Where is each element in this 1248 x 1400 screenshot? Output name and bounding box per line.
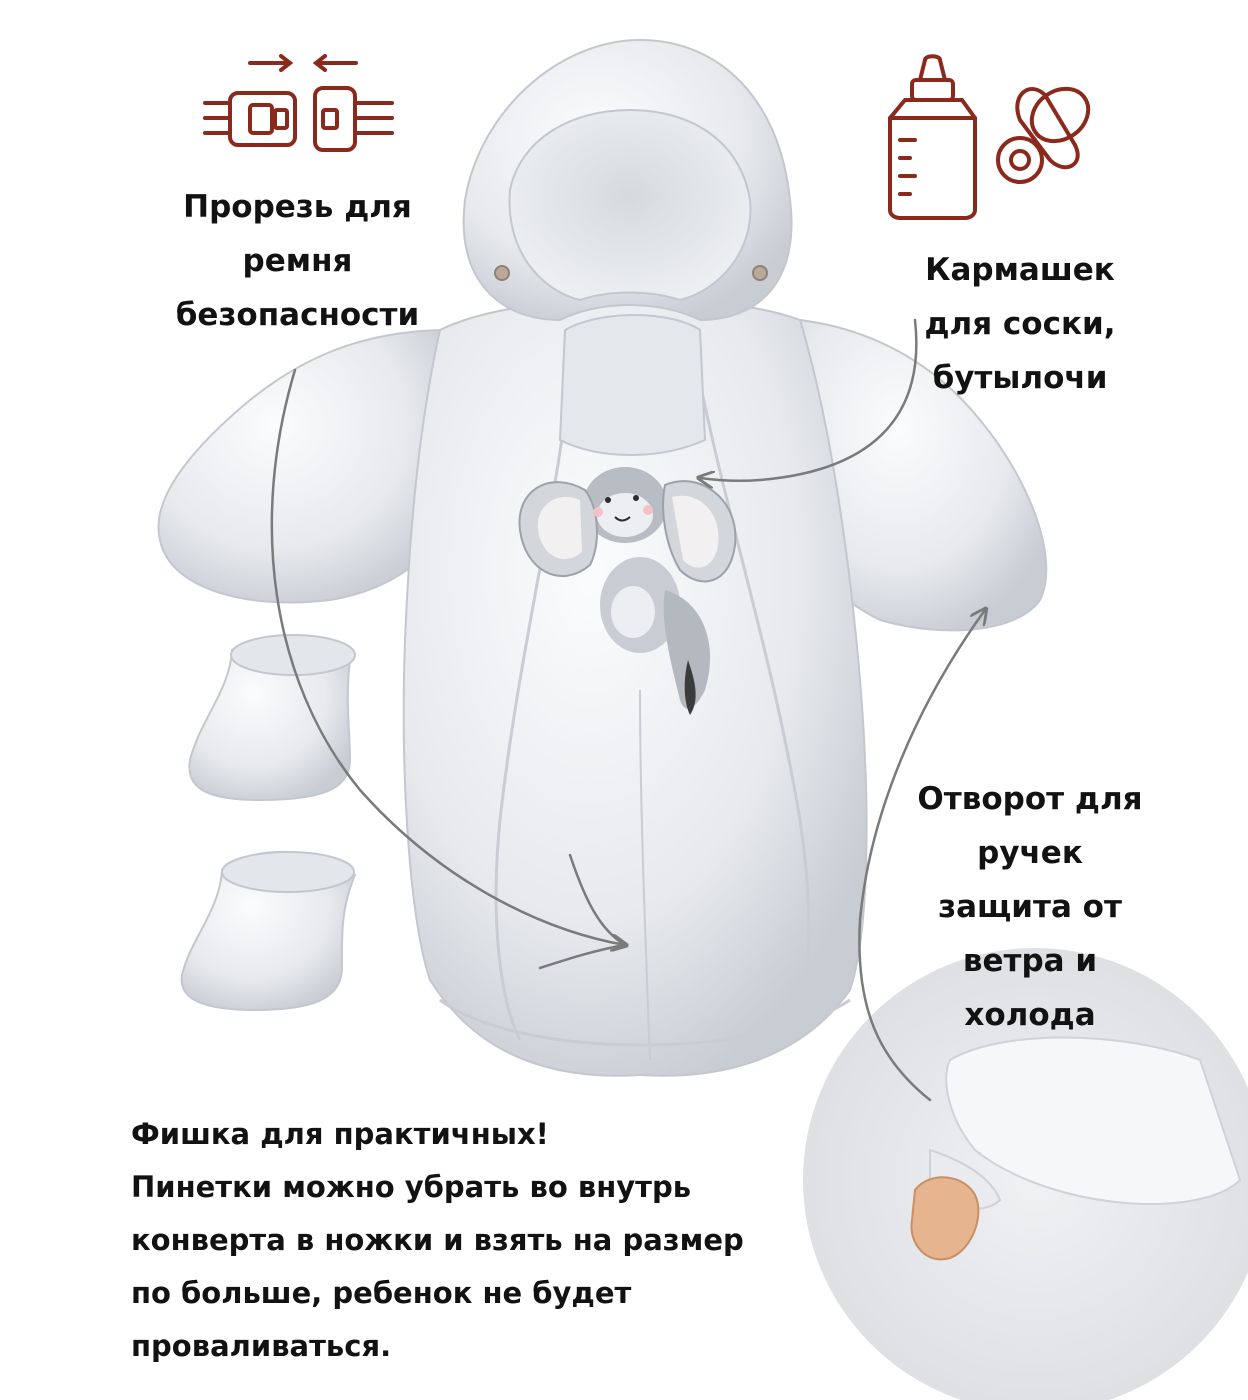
cuff-line-1: Отворот для bbox=[917, 781, 1143, 817]
seat-belt-buckle-icon bbox=[205, 56, 392, 150]
cuff-line-4: ветра и bbox=[962, 943, 1098, 979]
note-line-4: проваливаться. bbox=[131, 1329, 392, 1363]
belt-slot-line-2: ремня bbox=[242, 243, 353, 279]
note-line-1: Пинетки можно убрать во внутрь bbox=[131, 1170, 692, 1204]
belt-slot-label bbox=[160, 180, 435, 342]
pocket-label bbox=[905, 243, 1135, 405]
cuff-line-5: холода bbox=[964, 997, 1096, 1033]
pocket-line-2: для соски, bbox=[924, 306, 1116, 342]
belt-slot-line-3: безопасности bbox=[175, 297, 420, 333]
cuff-label bbox=[905, 772, 1155, 1042]
pacifier-icon bbox=[998, 78, 1098, 182]
pocket-line-1: Кармашек bbox=[925, 252, 1115, 288]
cuff-line-3: защита от bbox=[938, 889, 1122, 925]
pocket-line-3: бутылочи bbox=[932, 360, 1108, 396]
booties bbox=[182, 635, 355, 1010]
note-heading: Фишка для практичных! bbox=[131, 1117, 549, 1151]
cuff-line-2: ручек bbox=[977, 835, 1083, 871]
baby-bottle-icon bbox=[890, 56, 975, 218]
note-line-3: по больше, ребенок не будет bbox=[131, 1276, 632, 1310]
practical-tip-note bbox=[131, 1108, 831, 1373]
belt-slot-line-1: Прорезь для bbox=[183, 189, 412, 225]
note-line-2: конверта в ножки и взять на размер bbox=[131, 1223, 744, 1257]
